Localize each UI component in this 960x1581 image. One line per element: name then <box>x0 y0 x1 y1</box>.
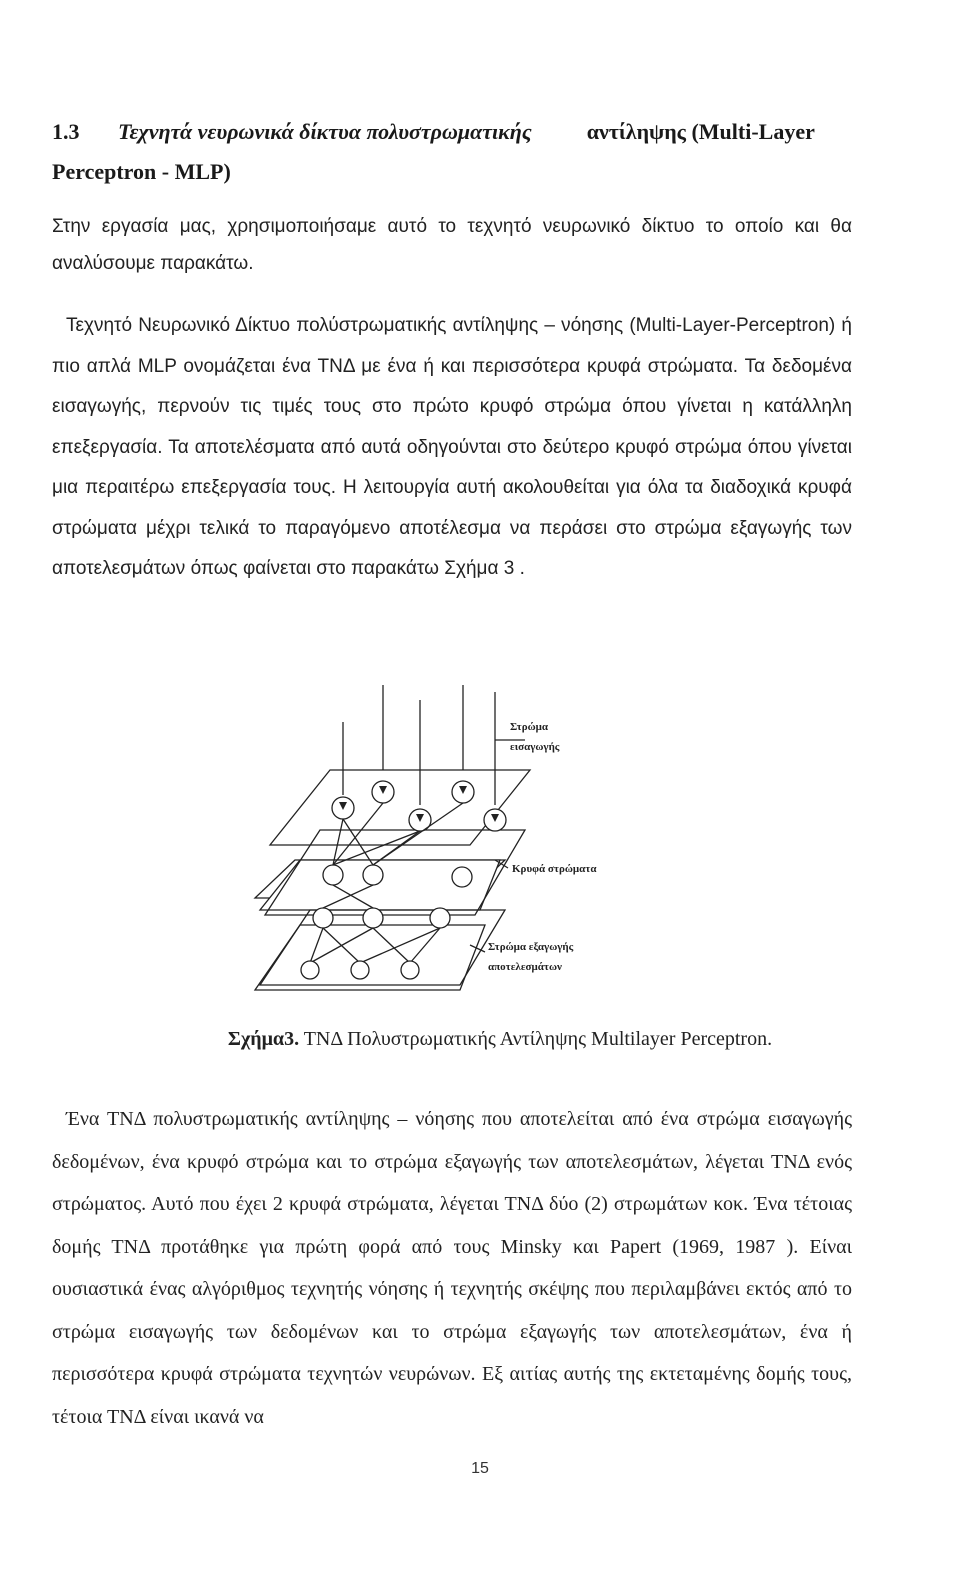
hidden-neuron-6 <box>430 908 450 928</box>
figure-caption-text: ΤΝΔ Πολυστρωματικής Αντίληψης Multilayer Perceptron. <box>299 1028 773 1050</box>
figure-caption-label: Σχήμα3. <box>227 1028 300 1050</box>
section-heading <box>52 112 852 192</box>
figure-caption <box>150 1028 850 1051</box>
section-number: 1.3 <box>52 119 80 144</box>
output-neuron-3 <box>401 961 419 979</box>
output-layer-plane <box>255 925 485 990</box>
hidden-neuron-3 <box>452 867 472 887</box>
output-neuron-2 <box>351 961 369 979</box>
output-layer-label-2: αποτελεσμάτων <box>488 961 562 973</box>
description-paragraph: Τεχνητό Νευρωνικό Δίκτυο πολύστρωματικής αντίληψης – νόησης (Multi-Layer-Perceptron) ή πιο απλά MLP ονομάζεται ένα ΤΝΔ με ένα ή και περισσότερα κρυφά στρώματα. Τα δεδομένα εισαγωγής, περνούν τις τιμές τους στο πρώτο κρυφό στρώμα όπου γίνεται η κατάλληλη επεξεργασία. Τα αποτελέσματα από αυτά οδηγούνται στο δεύτερο κρυφό στρώμα όπου γίνεται μια περαιτέρω επεξεργασία τους. Η λειτουργία αυτή ακολουθείται για όλα τα διαδοχικά κρυφά στρώματα μέχρι τελικά το παραγόμενο αποτέλεσμα να περάσει στο στρώμα εξαγωγής των αποτελεσμάτων όπως φαίνεται στο παρακάτω Σχήμα 3 . <box>52 315 852 579</box>
section-title-italic: Τεχνητά νευρωνικά δίκτυα πολυστρωματικής <box>118 119 532 144</box>
page-number: 15 <box>471 1460 489 1477</box>
output-neuron-1 <box>301 961 319 979</box>
hidden-neuron-4 <box>313 908 333 928</box>
definition-paragraph-text: Ένα ΤΝΔ πολυστρωματικής αντίληψης – νόησης που αποτελείται από ένα στρώμα εισαγωγής δεδομένων, ένα κρυφό στρώμα και το στρώμα εξαγωγής των αποτελεσμάτων, λέγεται ΤΝΔ ενός στρώματος. Αυτό που έχει 2 κρυφά στρώματα, λέγεται ΤΝΔ δύο (2) στρωμάτων κοκ. Ένα τέτοιας δομής ΤΝΔ προτάθηκε για πρώτη φορά από τους Minsky και Papert (1969, 1987 ). Είναι ουσιαστικά ένας αλγόριθμος τεχνητής νόησης ή τεχνητής σκέψης που περιλαμβάνει εκτός από το στρώμα εισαγωγής των δεδομένων και το στρώμα εξαγωγής των αποτελεσμάτων, ένα ή περισσότερα κρυφά στρώματα τεχνητών νευρώνων. Εξ αιτίας αυτής της εκτεταμένης δομής τους, τέτοια ΤΝΔ είναι ικανά να <box>52 1108 852 1428</box>
definition-paragraph <box>52 1098 852 1438</box>
intro-paragraph: Στην εργασία μας, χρησιμοποιήσαμε αυτό το τεχνητό νευρωνικό δίκτυο το οποίο και θα αναλύσουμε παρακάτω. <box>52 216 852 274</box>
section-title-rest: αντίληψης (Multi-Layer <box>586 119 815 144</box>
mlp-diagram <box>240 680 660 1020</box>
input-layer-label-2: εισαγωγής <box>510 741 560 753</box>
input-layer-label-1: Στρώμα <box>510 721 549 733</box>
output-layer-label-1: Στρώμα εξαγωγής <box>488 941 574 953</box>
hidden-neuron-2 <box>363 865 383 885</box>
section-title-line2: Perceptron - MLP) <box>52 159 231 184</box>
hidden-neuron-5 <box>363 908 383 928</box>
hidden-layer-label: Κρυφά στρώματα <box>512 863 597 875</box>
hidden-neuron-1 <box>323 865 343 885</box>
